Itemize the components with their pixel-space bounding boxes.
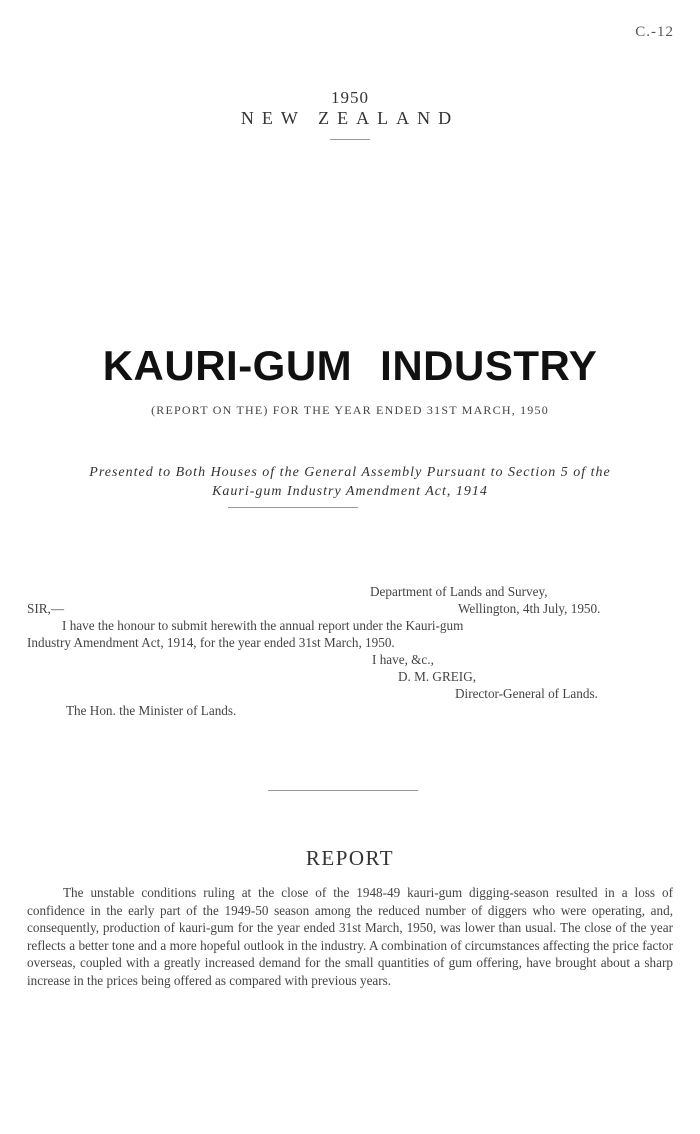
lower-divider: [268, 790, 418, 791]
presentation-note: [30, 463, 670, 501]
letter-addressee: The Hon. the Minister of Lands.: [66, 703, 237, 718]
letter-body-line-1: I have the honour to submit herewith the annual report under the Kauri-gum: [62, 618, 464, 633]
report-year: 1950: [331, 88, 369, 107]
title-word-industry: INDUSTRY: [380, 342, 598, 389]
letter-signer-title: Director-General of Lands.: [455, 686, 598, 701]
document-title: [0, 342, 700, 390]
page-reference: C.-12: [635, 24, 674, 40]
report-paragraph: The unstable conditions ruling at the close of the 1948-49 kauri-gum digging-season resulted in a loss of confidence in the early part of the 1949-50 season among the reduced number of diggers who were operating, and, consequently, production of kauri-gum for the year ended 31st March, 1950, was lower than usual. The close of the year reflects a better tone and a more hopeful outlook in the industry. A combination of circumstances affecting the price factor overseas, coupled with a greatly increased demand for the small quantities of gum offering, have brought about a sharp increase in the prices being offered as compared with previous years.: [27, 885, 673, 988]
country-heading: NEW ZEALAND: [240, 108, 460, 128]
letter-department: Department of Lands and Survey,: [370, 584, 548, 599]
middle-divider: [228, 507, 358, 508]
letter-closing: I have, &c.,: [372, 652, 434, 667]
letter-body-line-2: Industry Amendment Act, 1914, for the year ended 31st March, 1950.: [27, 635, 395, 650]
presentation-line-2: Kauri-gum Industry Amendment Act, 1914: [212, 484, 488, 499]
top-divider: [330, 139, 370, 140]
title-word-kauri-gum: KAURI-GUM: [102, 342, 353, 389]
letter-signature: D. M. GREIG,: [398, 669, 477, 684]
report-body: [27, 884, 673, 990]
document-subtitle: (REPORT ON THE) FOR THE YEAR ENDED 31ST MARCH, 1950: [151, 403, 549, 417]
letter-place-date: Wellington, 4th July, 1950.: [458, 601, 601, 616]
letter-salutation: SIR,—: [27, 601, 65, 616]
report-heading: REPORT: [305, 846, 395, 870]
presentation-line-1: Presented to Both Houses of the General Assembly Pursuant to Section 5 of the: [89, 465, 611, 480]
